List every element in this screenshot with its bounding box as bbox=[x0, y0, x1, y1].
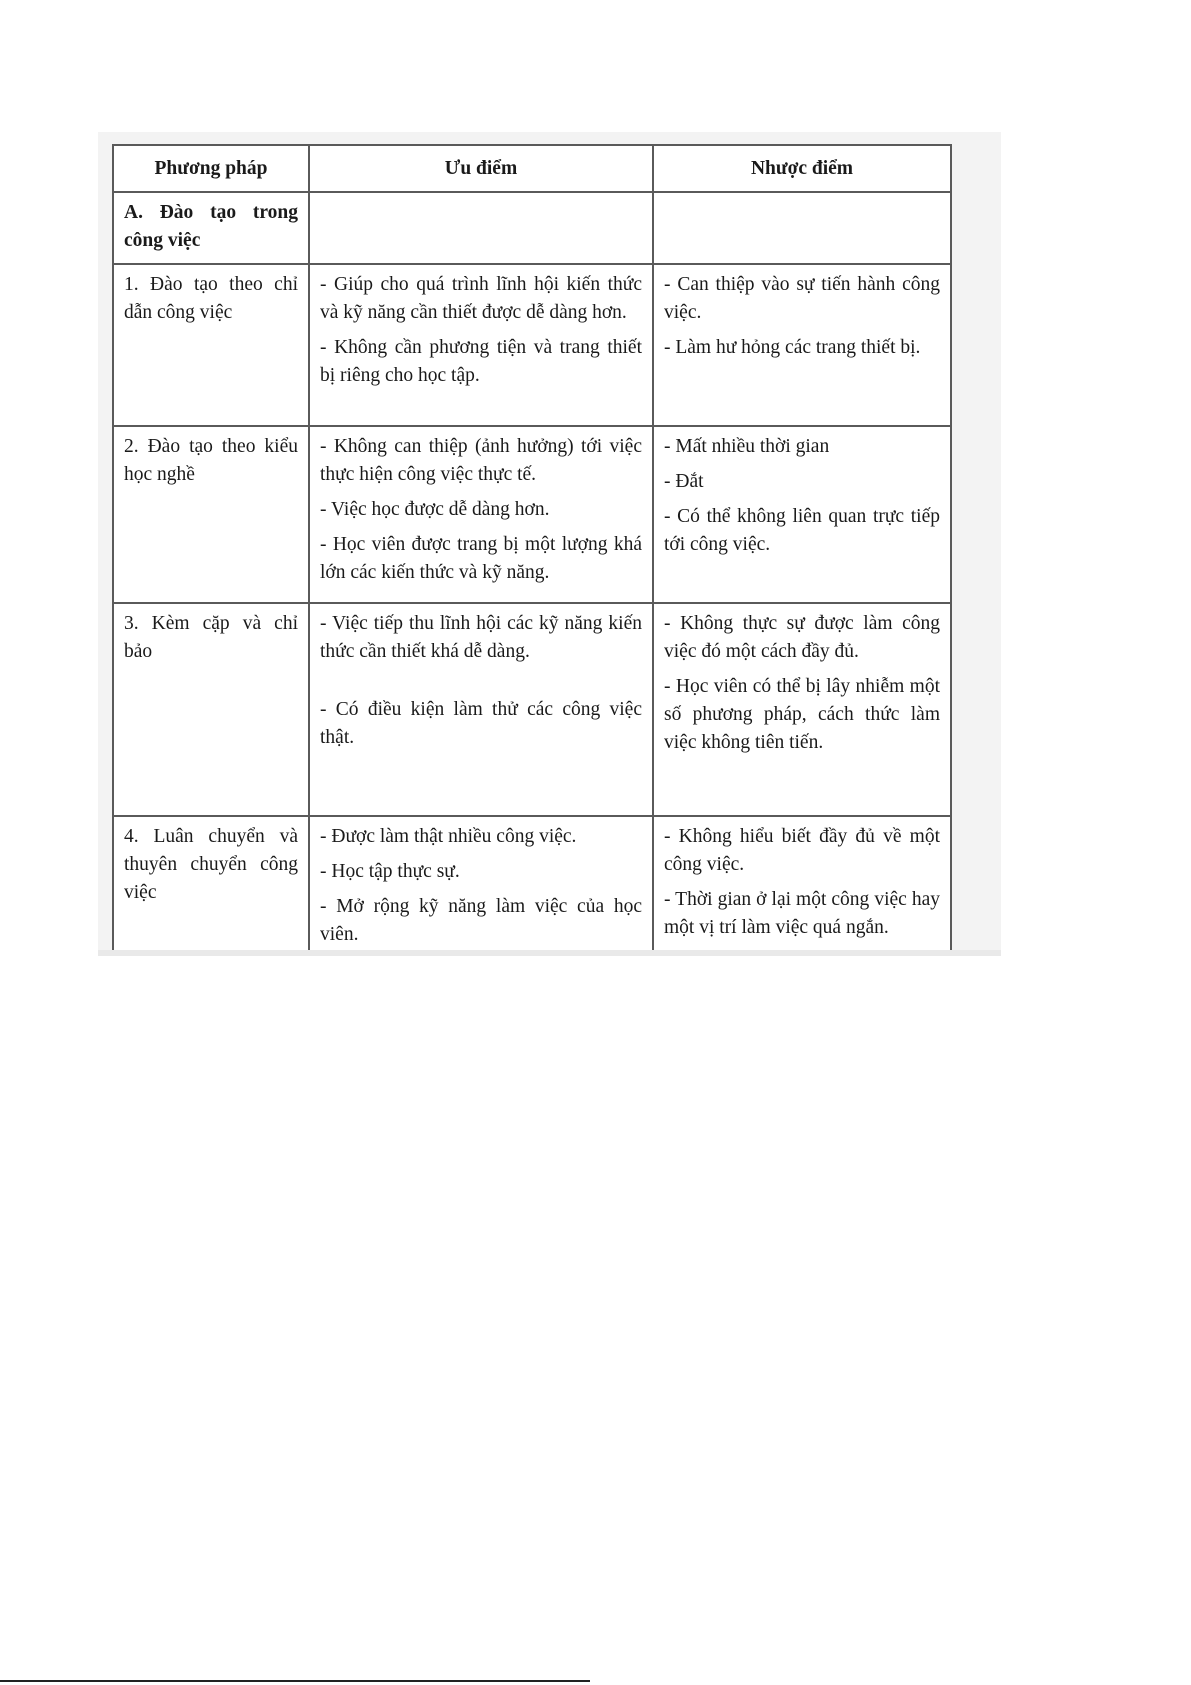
disadvantage-item: - Thời gian ở lại một công việc hay một vị trí làm việc quá ngắn. bbox=[664, 889, 940, 938]
advantage-item: - Giúp cho quá trình lĩnh hội kiến thức và kỹ năng cần thiết được dễ dàng hơn. bbox=[320, 274, 642, 323]
header-disadvantages: Nhược điểm bbox=[653, 145, 951, 192]
section-title: A. Đào tạo trong công việc bbox=[113, 192, 309, 264]
advantage-item: - Học viên được trang bị một lượng khá lớn các kiến thức và kỹ năng. bbox=[320, 534, 642, 583]
advantage-item: - Việc học được dễ dàng hơn. bbox=[320, 499, 550, 520]
advantages-cell bbox=[309, 603, 653, 816]
image-bottom-edge bbox=[98, 950, 1001, 956]
advantages-cell bbox=[309, 264, 653, 426]
method-cell: 2. Đào tạo theo kiểu học nghề bbox=[113, 426, 309, 603]
disadvantages-cell bbox=[653, 816, 951, 956]
advantage-item: - Mở rộng kỹ năng làm việc của học viên. bbox=[320, 896, 642, 945]
advantage-item: - Được làm thật nhiều công việc. bbox=[320, 826, 577, 847]
disadvantage-item: - Không hiểu biết đầy đủ về một công việc. bbox=[664, 826, 940, 875]
section-row bbox=[113, 192, 951, 264]
disadvantages-cell bbox=[653, 264, 951, 426]
advantage-item: - Không can thiệp (ảnh hưởng) tới việc thực hiện công việc thực tế. bbox=[320, 436, 642, 485]
table-row bbox=[113, 603, 951, 816]
table-screenshot bbox=[98, 132, 1001, 956]
advantage-item: - Học tập thực sự. bbox=[320, 861, 460, 882]
disadvantage-item: - Đắt bbox=[664, 471, 704, 492]
disadvantage-item: - Làm hư hỏng các trang thiết bị. bbox=[664, 337, 921, 358]
footer-rule bbox=[0, 1680, 590, 1682]
table-row bbox=[113, 264, 951, 426]
header-method: Phương pháp bbox=[113, 145, 309, 192]
table-row bbox=[113, 816, 951, 956]
advantages-cell bbox=[309, 816, 653, 956]
section-empty-cell bbox=[309, 192, 653, 264]
disadvantages-cell bbox=[653, 426, 951, 603]
method-cell: 3. Kèm cặp và chỉ bảo bbox=[113, 603, 309, 816]
disadvantage-item: - Học viên có thể bị lây nhiễm một số phương pháp, cách thức làm việc không tiên tiến. bbox=[664, 676, 940, 753]
table-row bbox=[113, 426, 951, 603]
advantage-item: - Không cần phương tiện và trang thiết bị riêng cho học tập. bbox=[320, 337, 642, 386]
header-advantages: Ưu điểm bbox=[309, 145, 653, 192]
advantage-item: - Việc tiếp thu lĩnh hội các kỹ năng kiến thức cần thiết khá dễ dàng. bbox=[320, 613, 642, 662]
disadvantage-item: - Can thiệp vào sự tiến hành công việc. bbox=[664, 274, 940, 323]
disadvantages-cell bbox=[653, 603, 951, 816]
disadvantage-item: - Không thực sự được làm công việc đó một cách đầy đủ. bbox=[664, 613, 940, 662]
disadvantage-item: - Có thể không liên quan trực tiếp tới công việc. bbox=[664, 506, 940, 555]
method-cell: 4. Luân chuyển và thuyên chuyển công việc bbox=[113, 816, 309, 956]
advantages-cell bbox=[309, 426, 653, 603]
advantage-item: - Có điều kiện làm thử các công việc thật. bbox=[320, 699, 642, 748]
method-cell: 1. Đào tạo theo chỉ dẫn công việc bbox=[113, 264, 309, 426]
section-empty-cell bbox=[653, 192, 951, 264]
training-methods-table bbox=[112, 144, 952, 956]
table-header-row bbox=[113, 145, 951, 192]
disadvantage-item: - Mất nhiều thời gian bbox=[664, 436, 830, 457]
